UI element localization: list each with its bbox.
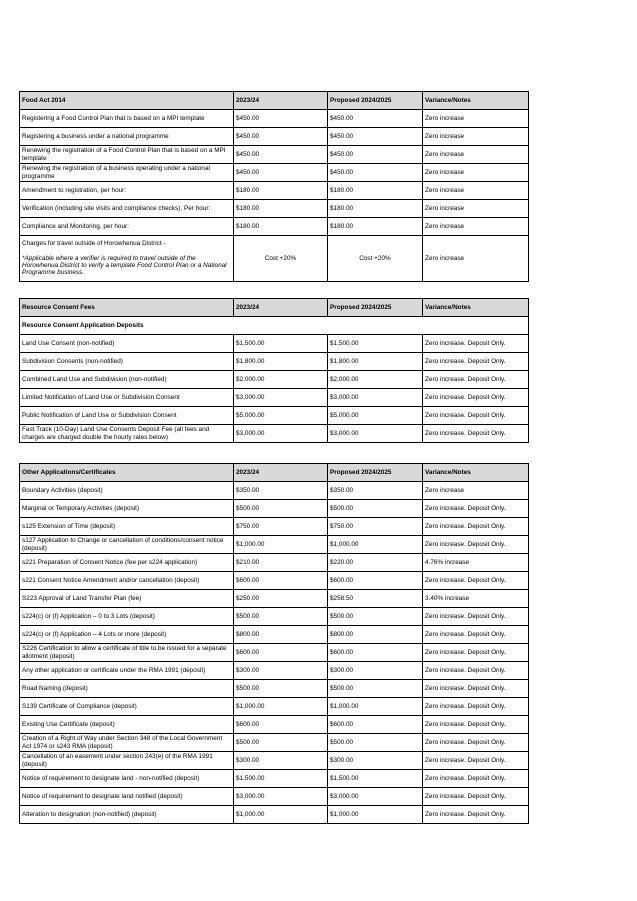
description-cell: Alteration to designation (non-notified) (deposit) <box>20 806 234 824</box>
table-row <box>20 752 529 770</box>
proposed-fee-cell: $1,000.00 <box>328 536 423 554</box>
proposed-fee-cell: $500.00 <box>328 608 423 626</box>
table-row <box>20 200 529 218</box>
proposed-fee-cell: $1,000.00 <box>328 806 423 824</box>
food-act-table <box>19 91 529 282</box>
table-row <box>20 626 529 644</box>
current-fee-cell: $600.00 <box>234 716 328 734</box>
description-cell: S226 Certification to allow a certificate of title to be issued for a separate allotment (deposit) <box>20 644 234 662</box>
description-cell: Any other application or certificate under the RMA 1991 (deposit) <box>20 662 234 680</box>
description-cell: Renewing the registration of a business operating under a national programme <box>20 164 234 182</box>
description-cell: Renewing the registration of a Food Control Plan that is based on a MPI template <box>20 146 234 164</box>
notes-cell: Zero increase. Deposit Only. <box>423 407 529 425</box>
proposed-fee-cell: $1,000.00 <box>328 698 423 716</box>
description-cell: s224(c) or (f) Application – 4 Lots or more (deposit) <box>20 626 234 644</box>
description-cell: Public Notification of Land Use or Subdivision Consent <box>20 407 234 425</box>
notes-cell: Zero increase. Deposit Only. <box>423 662 529 680</box>
proposed-fee-cell: $3,000.00 <box>328 788 423 806</box>
description-cell: Land Use Consent (non-notified) <box>20 335 234 353</box>
current-fee-cell: $5,000.00 <box>234 407 328 425</box>
proposed-fee-cell: $220.00 <box>328 554 423 572</box>
proposed-fee-cell: $180.00 <box>328 218 423 236</box>
header-cell: 2023/24 <box>234 464 328 482</box>
current-fee-cell: $180.00 <box>234 218 328 236</box>
notes-cell: Zero increase. Deposit Only. <box>423 698 529 716</box>
description-cell: Fast Track (10-Day) Land Use Consents Deposit Fee (all fees and charges are charged double the hourly rates below) <box>20 425 234 443</box>
proposed-fee-cell: $300.00 <box>328 662 423 680</box>
notes-cell: Zero increase <box>423 146 529 164</box>
header-cell: Proposed 2024/2025 <box>328 299 423 317</box>
proposed-fee-cell: $500.00 <box>328 500 423 518</box>
proposed-fee-cell: $500.00 <box>328 680 423 698</box>
notes-cell: Zero increase. Deposit Only. <box>423 644 529 662</box>
description-cell: Subdivision Consents (non-notified) <box>20 353 234 371</box>
proposed-fee-cell: $180.00 <box>328 200 423 218</box>
current-fee-cell: $1,500.00 <box>234 770 328 788</box>
description-cell: Compliance and Monitoring, per hour: <box>20 218 234 236</box>
notes-cell: Zero increase <box>423 128 529 146</box>
table-row <box>20 662 529 680</box>
current-fee-cell: $450.00 <box>234 110 328 128</box>
current-fee-cell: $300.00 <box>234 662 328 680</box>
proposed-fee-cell: $450.00 <box>328 128 423 146</box>
current-fee-cell: $1,000.00 <box>234 698 328 716</box>
other-applications-table <box>19 463 529 824</box>
table-row <box>20 236 529 282</box>
table-header-row <box>20 464 529 482</box>
table-row <box>20 389 529 407</box>
proposed-fee-cell: $500.00 <box>328 734 423 752</box>
header-cell: Variance/Notes <box>423 464 529 482</box>
resource-consent-table <box>19 298 529 443</box>
current-fee-cell: $1,800.00 <box>234 353 328 371</box>
notes-cell: Zero increase. Deposit Only. <box>423 371 529 389</box>
notes-cell: Zero increase. Deposit Only. <box>423 335 529 353</box>
notes-cell: Zero increase. Deposit Only. <box>423 572 529 590</box>
description-cell: Boundary Activities (deposit) <box>20 482 234 500</box>
notes-cell: Zero increase. Deposit Only. <box>423 389 529 407</box>
travel-current-cell: Cost +20% <box>234 236 328 282</box>
table-header-row <box>20 299 529 317</box>
travel-note: *Applicable where a verifier is required to travel outside of the Horowhenua District to verify a template Food Control Plan or a National Programme business. <box>22 254 227 277</box>
notes-cell: Zero increase. Deposit Only. <box>423 626 529 644</box>
current-fee-cell: $750.00 <box>234 518 328 536</box>
description-cell: Cancellation of an easement under section 243(e) of the RMA 1991 (deposit) <box>20 752 234 770</box>
current-fee-cell: $350.00 <box>234 482 328 500</box>
header-cell: Food Act 2014 <box>20 92 234 110</box>
table-row <box>20 146 529 164</box>
description-cell: Registering a business under a national programme <box>20 128 234 146</box>
table-row <box>20 806 529 824</box>
table-row <box>20 788 529 806</box>
header-cell: 2023/24 <box>234 299 328 317</box>
notes-cell: 4.76% increase <box>423 554 529 572</box>
travel-proposed-cell: Cost +20% <box>328 236 423 282</box>
notes-cell: Zero increase <box>423 218 529 236</box>
notes-cell: Zero increase <box>423 164 529 182</box>
proposed-fee-cell: $1,500.00 <box>328 770 423 788</box>
proposed-fee-cell: $600.00 <box>328 644 423 662</box>
proposed-fee-cell: $450.00 <box>328 110 423 128</box>
proposed-fee-cell: $1,500.00 <box>328 335 423 353</box>
table-row <box>20 500 529 518</box>
notes-cell: Zero increase. Deposit Only. <box>423 680 529 698</box>
table-row <box>20 644 529 662</box>
current-fee-cell: $500.00 <box>234 500 328 518</box>
description-cell: Verification (including site visits and compliance checks). Per hour: <box>20 200 234 218</box>
table-row <box>20 716 529 734</box>
table-row <box>20 554 529 572</box>
table-row <box>20 335 529 353</box>
proposed-fee-cell: $2,000.00 <box>328 371 423 389</box>
travel-notes-cell: Zero increase <box>423 236 529 282</box>
table-row <box>20 371 529 389</box>
table-row <box>20 770 529 788</box>
notes-cell: Zero increase. Deposit Only. <box>423 716 529 734</box>
description-cell: S223 Approval of Land Transfer Plan (fee) <box>20 590 234 608</box>
proposed-fee-cell: $258.50 <box>328 590 423 608</box>
table-header-row <box>20 92 529 110</box>
description-cell: s221 Preparation of Consent Notice (fee per s224 application) <box>20 554 234 572</box>
description-cell: s221 Consent Notice Amendment and/or cancellation (deposit) <box>20 572 234 590</box>
current-fee-cell: $3,000.00 <box>234 788 328 806</box>
current-fee-cell: $600.00 <box>234 572 328 590</box>
table-row <box>20 482 529 500</box>
notes-cell: Zero increase. Deposit Only. <box>423 608 529 626</box>
header-cell: Proposed 2024/2025 <box>328 92 423 110</box>
table-row <box>20 518 529 536</box>
table-row <box>20 698 529 716</box>
notes-cell: Zero increase <box>423 182 529 200</box>
table-row <box>20 572 529 590</box>
subheading-cell: Resource Consent Application Deposits <box>20 317 529 335</box>
resource-consent-rows <box>20 335 529 443</box>
subheading-row <box>20 317 529 335</box>
notes-cell: Zero increase. Deposit Only. <box>423 734 529 752</box>
description-cell: Registering a Food Control Plan that is based on a MPI template <box>20 110 234 128</box>
current-fee-cell: $3,000.00 <box>234 389 328 407</box>
proposed-fee-cell: $180.00 <box>328 182 423 200</box>
food-act-rows <box>20 110 529 236</box>
current-fee-cell: $2,000.00 <box>234 371 328 389</box>
current-fee-cell: $500.00 <box>234 608 328 626</box>
notes-cell: Zero increase. Deposit Only. <box>423 518 529 536</box>
description-cell: Amendment to registration, per hour: <box>20 182 234 200</box>
current-fee-cell: $210.00 <box>234 554 328 572</box>
notes-cell: Zero increase <box>423 200 529 218</box>
travel-description-cell <box>20 236 234 282</box>
proposed-fee-cell: $600.00 <box>328 716 423 734</box>
notes-cell: Zero increase. Deposit Only. <box>423 353 529 371</box>
description-cell: Notice of requirement to designate land - non-notified (deposit) <box>20 770 234 788</box>
current-fee-cell: $450.00 <box>234 146 328 164</box>
proposed-fee-cell: $800.00 <box>328 626 423 644</box>
description-cell: s127 Application to Change or cancellation of conditions/consent notice (deposit) <box>20 536 234 554</box>
proposed-fee-cell: $450.00 <box>328 164 423 182</box>
current-fee-cell: $800.00 <box>234 626 328 644</box>
current-fee-cell: $600.00 <box>234 644 328 662</box>
description-cell: Notice of requirement to designate land notified (deposit) <box>20 788 234 806</box>
description-cell: s224(c) or (f) Application – 0 to 3 Lots (deposit) <box>20 608 234 626</box>
table-row <box>20 110 529 128</box>
table-row <box>20 218 529 236</box>
description-cell: Marginal or Temporary Activities (deposit) <box>20 500 234 518</box>
travel-title: Charges for travel outside of Horowhenua District - <box>22 240 166 248</box>
description-cell: Limited Notification of Land Use or Subdivision Consent <box>20 389 234 407</box>
table-row <box>20 128 529 146</box>
proposed-fee-cell: $750.00 <box>328 518 423 536</box>
current-fee-cell: $250.00 <box>234 590 328 608</box>
other-applications-rows <box>20 482 529 824</box>
current-fee-cell: $1,000.00 <box>234 806 328 824</box>
proposed-fee-cell: $3,000.00 <box>328 389 423 407</box>
notes-cell: Zero increase <box>423 482 529 500</box>
proposed-fee-cell: $300.00 <box>328 752 423 770</box>
table-row <box>20 164 529 182</box>
current-fee-cell: $1,000.00 <box>234 536 328 554</box>
description-cell: s125 Extension of Time (deposit) <box>20 518 234 536</box>
table-row <box>20 734 529 752</box>
table-row <box>20 425 529 443</box>
notes-cell: Zero increase. Deposit Only. <box>423 788 529 806</box>
description-cell: S139 Certificate of Compliance (deposit) <box>20 698 234 716</box>
header-cell: Proposed 2024/2025 <box>328 464 423 482</box>
table-row <box>20 680 529 698</box>
current-fee-cell: $450.00 <box>234 128 328 146</box>
header-cell: 2023/24 <box>234 92 328 110</box>
proposed-fee-cell: $450.00 <box>328 146 423 164</box>
current-fee-cell: $3,000.00 <box>234 425 328 443</box>
current-fee-cell: $1,500.00 <box>234 335 328 353</box>
notes-cell: Zero increase. Deposit Only. <box>423 752 529 770</box>
current-fee-cell: $180.00 <box>234 182 328 200</box>
header-cell: Other Applications/Certificates <box>20 464 234 482</box>
table-row <box>20 590 529 608</box>
header-cell: Resource Consent Fees <box>20 299 234 317</box>
description-cell: Road Naming (deposit) <box>20 680 234 698</box>
notes-cell: Zero increase. Deposit Only. <box>423 500 529 518</box>
notes-cell: Zero increase <box>423 110 529 128</box>
notes-cell: Zero increase. Deposit Only. <box>423 425 529 443</box>
notes-cell: Zero increase. Deposit Only. <box>423 770 529 788</box>
proposed-fee-cell: $1,800.00 <box>328 353 423 371</box>
header-cell: Variance/Notes <box>423 299 529 317</box>
table-row <box>20 182 529 200</box>
table-row <box>20 407 529 425</box>
notes-cell: Zero increase. Deposit Only. <box>423 806 529 824</box>
current-fee-cell: $450.00 <box>234 164 328 182</box>
current-fee-cell: $500.00 <box>234 734 328 752</box>
current-fee-cell: $180.00 <box>234 200 328 218</box>
current-fee-cell: $300.00 <box>234 752 328 770</box>
proposed-fee-cell: $5,000.00 <box>328 407 423 425</box>
description-cell: Creation of a Right of Way under Section 348 of the Local Government Act 1974 or s243 RMA (deposit) <box>20 734 234 752</box>
proposed-fee-cell: $600.00 <box>328 572 423 590</box>
notes-cell: 3.40% increase <box>423 590 529 608</box>
header-cell: Variance/Notes <box>423 92 529 110</box>
table-row <box>20 353 529 371</box>
notes-cell: Zero increase. Deposit Only. <box>423 536 529 554</box>
current-fee-cell: $500.00 <box>234 680 328 698</box>
proposed-fee-cell: $350.00 <box>328 482 423 500</box>
table-row <box>20 536 529 554</box>
proposed-fee-cell: $3,000.00 <box>328 425 423 443</box>
description-cell: Combined Land Use and Subdivision (non-notified) <box>20 371 234 389</box>
table-row <box>20 608 529 626</box>
description-cell: Existing Use Certificate (deposit) <box>20 716 234 734</box>
